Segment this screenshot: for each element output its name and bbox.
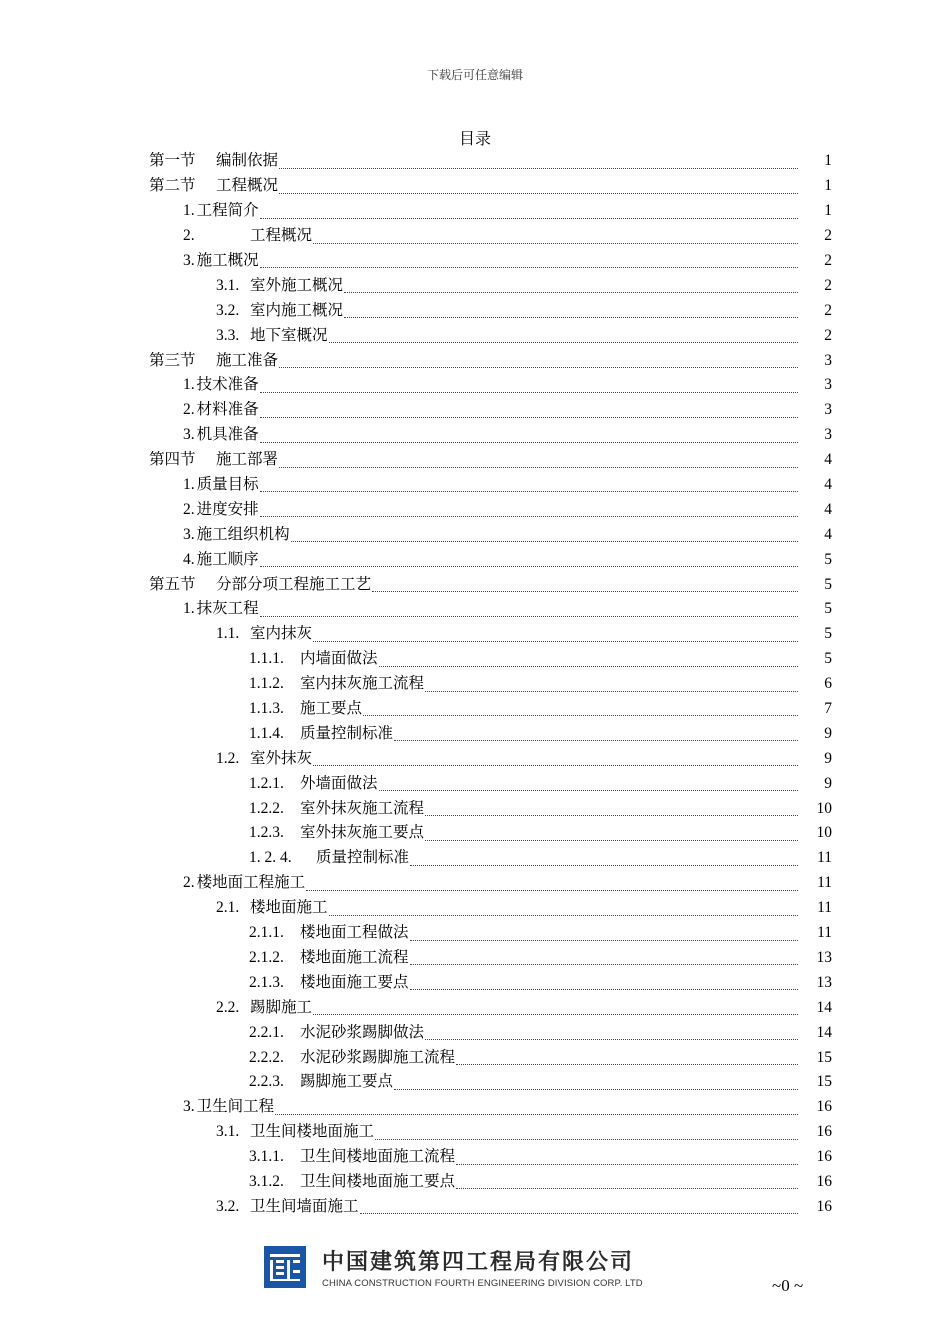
dot-leader [275, 1113, 798, 1115]
toc-entry[interactable] [149, 448, 832, 473]
toc-entry-page: 2 [824, 326, 832, 344]
toc-entry-title: 进度安排 [196, 500, 259, 518]
toc-entry[interactable] [149, 547, 832, 572]
toc-entry-number: 第五节 [149, 575, 196, 593]
toc-entry-title: 材料准备 [196, 401, 259, 419]
dot-leader [260, 615, 798, 617]
dot-leader [360, 1212, 798, 1214]
toc-entry[interactable] [149, 921, 832, 946]
toc-entry[interactable] [149, 1095, 832, 1120]
toc-title: 目录 [458, 131, 491, 148]
dot-leader [425, 1038, 798, 1040]
toc-entry[interactable] [149, 149, 832, 174]
toc-entry-page: 14 [816, 998, 832, 1016]
toc-entry[interactable] [149, 746, 832, 771]
toc-entry[interactable] [149, 597, 832, 622]
header-note: 下载后可任意编辑 [426, 68, 523, 82]
toc-entry[interactable] [149, 249, 832, 274]
toc-entry-title: 卫生间楼地面施工流程 [300, 1148, 456, 1166]
toc-entry-page: 5 [824, 600, 832, 618]
toc-entry[interactable] [149, 572, 832, 597]
toc-entry-title: 楼地面工程做法 [300, 924, 409, 942]
toc-entry-page: 4 [824, 476, 832, 494]
dot-leader [425, 690, 798, 692]
toc-entry-number: 1.1.1. [249, 650, 284, 668]
dot-leader [260, 416, 798, 418]
dot-leader [394, 1088, 798, 1090]
dot-leader [329, 341, 798, 343]
dot-leader [375, 1138, 798, 1140]
toc-entry-number: 1.1.3. [249, 700, 284, 718]
toc-entry-number: 第二节 [149, 177, 196, 195]
dot-leader [313, 242, 798, 244]
dot-leader [379, 665, 798, 667]
toc-entry-page: 2 [824, 276, 832, 294]
toc-entry-page: 11 [817, 924, 832, 942]
toc-entry-page: 7 [824, 700, 832, 718]
toc-entry-number: 1.2.3. [249, 824, 284, 842]
dot-leader [456, 1187, 798, 1189]
toc-entry-title: 工程概况 [216, 177, 279, 195]
toc-entry-title: 技术准备 [196, 376, 259, 394]
toc-entry-title: 外墙面做法 [300, 774, 378, 792]
toc-entry-number: 2. [183, 500, 195, 518]
toc-entry-page: 4 [824, 525, 832, 543]
table-of-contents [149, 149, 832, 1219]
toc-entry-page: 9 [824, 774, 832, 792]
toc-entry-title: 卫生间墙面施工 [250, 1197, 359, 1215]
toc-entry[interactable] [149, 174, 832, 199]
toc-entry-number: 3. [183, 252, 195, 269]
toc-entry-title: 室外抹灰 [250, 749, 313, 767]
dot-leader [329, 914, 798, 916]
toc-entry[interactable] [149, 846, 832, 871]
dot-leader [306, 889, 798, 891]
toc-entry-page: 9 [824, 724, 832, 742]
dot-leader [279, 366, 798, 368]
toc-entry-number: 3.1. [216, 1123, 240, 1141]
toc-entry-number: 2.1.3. [249, 973, 284, 991]
toc-entry-number: 2.2.3. [249, 1073, 284, 1091]
toc-entry-number: 1.1.4. [249, 724, 284, 742]
toc-entry-number: 第一节 [149, 152, 196, 170]
toc-entry-number: 1. 2. 4. [249, 849, 292, 867]
dot-leader [363, 714, 798, 716]
page-number: ~0 ~ [772, 1276, 804, 1295]
toc-entry[interactable] [149, 622, 832, 647]
toc-entry[interactable] [149, 1194, 832, 1219]
toc-entry-title: 室内施工概况 [250, 301, 344, 319]
toc-entry-number: 2.1.2. [249, 948, 284, 966]
cscec-logo-icon [264, 1246, 306, 1288]
toc-entry-page: 5 [824, 650, 832, 668]
toc-entry-page: 3 [824, 426, 832, 444]
toc-entry-page: 10 [816, 824, 832, 842]
dot-leader [279, 167, 798, 169]
toc-entry[interactable] [149, 970, 832, 995]
toc-entry-title: 质量目标 [196, 476, 259, 494]
toc-entry-number: 1.2.2. [249, 799, 284, 817]
toc-entry-number: 2.2.1. [249, 1023, 284, 1041]
toc-entry-number: 1.2. [216, 749, 240, 767]
toc-entry[interactable] [149, 1020, 832, 1045]
toc-entry-page: 11 [817, 899, 832, 917]
toc-entry-page: 16 [816, 1123, 832, 1141]
toc-entry[interactable] [149, 1070, 832, 1095]
dot-leader [379, 789, 798, 791]
toc-entry-number: 3. [183, 1098, 195, 1116]
toc-entry-page: 15 [816, 1048, 832, 1066]
toc-entry[interactable] [149, 224, 832, 249]
toc-entry-number: 2.1.1. [249, 924, 284, 942]
toc-entry-number: 3. [183, 525, 195, 543]
toc-entry-title: 楼地面施工要点 [300, 973, 409, 991]
toc-entry[interactable] [149, 672, 832, 697]
company-name-cn: 中国建筑第四工程局有限公司 [322, 1250, 635, 1275]
toc-entry-number: 1.2.1. [249, 774, 284, 792]
toc-entry-number: 3.2. [216, 301, 240, 319]
toc-entry-page: 1 [824, 202, 832, 220]
toc-entry-title: 施工要点 [300, 700, 363, 718]
toc-entry-page: 13 [816, 973, 832, 991]
toc-entry[interactable] [149, 1170, 832, 1195]
toc-entry-number: 第三节 [149, 351, 196, 369]
toc-entry-title: 室内抹灰 [250, 625, 313, 643]
dot-leader [425, 839, 798, 841]
toc-entry-title: 楼地面施工流程 [300, 948, 409, 966]
dot-leader [313, 1013, 798, 1015]
toc-entry-title: 楼地面工程施工 [196, 874, 306, 892]
toc-entry-page: 2 [824, 301, 832, 319]
toc-entry-title: 卫生间楼地面施工要点 [300, 1172, 456, 1190]
toc-entry-page: 3 [824, 351, 832, 369]
toc-entry-page: 10 [816, 799, 832, 817]
toc-entry[interactable] [149, 1145, 832, 1170]
toc-entry-number: 2. [183, 874, 195, 892]
toc-entry-number: 2.2. [216, 998, 240, 1016]
toc-entry-title: 内墙面做法 [300, 650, 378, 668]
dot-leader [291, 540, 798, 542]
dot-leader [394, 739, 798, 741]
toc-entry-title: 施工顺序 [196, 550, 259, 568]
toc-entry-title: 分部分项工程施工工艺 [216, 575, 372, 593]
toc-entry-title: 施工部署 [216, 451, 279, 469]
dot-leader [260, 490, 798, 492]
dot-leader [260, 266, 798, 268]
toc-entry[interactable] [149, 871, 832, 896]
toc-entry-title: 质量控制标准 [316, 849, 410, 867]
toc-entry-title: 编制依据 [216, 152, 279, 170]
toc-entry-page: 4 [824, 451, 832, 469]
toc-entry-number: 1. [183, 476, 195, 494]
dot-leader [410, 963, 798, 965]
toc-entry-title: 地下室概况 [250, 326, 328, 344]
toc-entry-page: 16 [816, 1172, 832, 1190]
toc-entry-page: 2 [824, 252, 832, 269]
toc-entry-title: 楼地面施工 [250, 899, 328, 917]
toc-entry[interactable] [149, 199, 832, 224]
toc-entry-page: 4 [824, 500, 832, 518]
dot-leader [260, 391, 798, 393]
dot-leader [313, 640, 798, 642]
toc-entry-page: 6 [824, 675, 832, 693]
toc-entry[interactable] [149, 647, 832, 672]
toc-entry[interactable] [149, 423, 832, 448]
toc-entry-page: 11 [817, 849, 832, 867]
company-name-en: CHINA CONSTRUCTION FOURTH ENGINEERING DIVISION CORP. LTD [322, 1278, 643, 1289]
toc-entry-page: 1 [824, 177, 832, 195]
toc-entry-number: 3.1.1. [249, 1148, 284, 1166]
dot-leader [260, 441, 798, 443]
toc-entry-number: 第四节 [149, 451, 196, 469]
toc-entry-title: 卫生间工程 [196, 1098, 275, 1116]
toc-entry-number: 1.1.2. [249, 675, 284, 693]
toc-entry-page: 16 [816, 1197, 832, 1215]
toc-entry-title: 工程简介 [196, 202, 259, 220]
toc-entry[interactable] [149, 273, 832, 298]
toc-entry-page: 5 [824, 625, 832, 643]
dot-leader [260, 217, 798, 219]
toc-entry[interactable] [149, 348, 832, 373]
toc-entry-title: 踢脚施工 [250, 998, 313, 1016]
toc-entry[interactable] [149, 373, 832, 398]
toc-entry-number: 3.2. [216, 1197, 240, 1215]
toc-entry-title: 室内抹灰施工流程 [300, 675, 425, 693]
dot-leader [260, 565, 798, 567]
toc-entry[interactable] [149, 1120, 832, 1145]
toc-entry-page: 5 [824, 550, 832, 568]
dot-leader [279, 192, 798, 194]
dot-leader [425, 814, 798, 816]
toc-entry-number: 1. [183, 600, 195, 618]
toc-entry-title: 水泥砂浆踢脚做法 [300, 1023, 425, 1041]
toc-entry[interactable] [149, 946, 832, 971]
toc-entry[interactable] [149, 771, 832, 796]
toc-entry[interactable] [149, 821, 832, 846]
toc-entry[interactable] [149, 398, 832, 423]
dot-leader [344, 291, 798, 293]
toc-entry-page: 2 [824, 227, 832, 245]
toc-entry[interactable] [149, 721, 832, 746]
toc-entry[interactable] [149, 896, 832, 921]
dot-leader [456, 1163, 798, 1165]
toc-entry-number: 2.1. [216, 899, 240, 917]
dot-leader [410, 939, 798, 941]
toc-entry-page: 5 [824, 575, 832, 593]
toc-entry-title: 室外抹灰施工要点 [300, 824, 425, 842]
toc-entry-title: 施工概况 [196, 252, 259, 269]
toc-entry-title: 工程概况 [250, 227, 313, 245]
toc-entry-number: 3.1.2. [249, 1172, 284, 1190]
toc-entry-number: 3. [183, 426, 195, 444]
toc-entry-page: 1 [824, 152, 832, 170]
toc-entry-title: 机具准备 [196, 426, 259, 444]
toc-entry[interactable] [149, 473, 832, 498]
toc-entry[interactable] [149, 323, 832, 348]
toc-entry[interactable] [149, 697, 832, 722]
toc-entry-number: 1. [183, 376, 195, 394]
toc-entry-number: 3.1. [216, 276, 240, 294]
toc-entry-page: 13 [816, 948, 832, 966]
toc-entry-page: 3 [824, 376, 832, 394]
toc-entry-page: 16 [816, 1148, 832, 1166]
dot-leader [344, 316, 798, 318]
toc-entry-title: 抹灰工程 [196, 600, 259, 618]
toc-entry-title: 踢脚施工要点 [300, 1073, 394, 1091]
toc-entry-title: 施工组织机构 [196, 525, 290, 543]
toc-entry-page: 15 [816, 1073, 832, 1091]
toc-entry-number: 2. [183, 227, 195, 245]
toc-entry[interactable] [149, 497, 832, 522]
dot-leader [410, 864, 798, 866]
toc-entry-page: 11 [817, 874, 832, 892]
dot-leader [410, 988, 798, 990]
dot-leader [313, 764, 798, 766]
dot-leader [456, 1063, 798, 1065]
toc-entry-number: 1.1. [216, 625, 240, 643]
company-logo [264, 1245, 643, 1289]
toc-entry-number: 1. [183, 202, 195, 220]
toc-entry[interactable] [149, 522, 832, 547]
toc-entry-number: 4. [183, 550, 195, 568]
toc-entry-title: 室外抹灰施工流程 [300, 799, 425, 817]
toc-entry-title: 质量控制标准 [300, 724, 394, 742]
toc-entry[interactable] [149, 995, 832, 1020]
dot-leader [372, 590, 798, 592]
toc-entry[interactable] [149, 298, 832, 323]
toc-entry-number: 2.2.2. [249, 1048, 284, 1066]
toc-entry-page: 3 [824, 401, 832, 419]
dot-leader [279, 466, 798, 468]
toc-entry-number: 2. [183, 401, 195, 419]
toc-entry[interactable] [149, 1045, 832, 1070]
toc-entry-page: 16 [816, 1098, 832, 1116]
dot-leader [260, 515, 798, 517]
toc-entry-page: 9 [824, 749, 832, 767]
toc-entry-page: 14 [816, 1023, 832, 1041]
toc-entry-title: 卫生间楼地面施工 [250, 1123, 375, 1141]
toc-entry[interactable] [149, 796, 832, 821]
toc-entry-title: 室外施工概况 [250, 276, 344, 294]
toc-entry-title: 水泥砂浆踢脚施工流程 [300, 1048, 456, 1066]
toc-entry-number: 3.3. [216, 326, 240, 344]
toc-entry-title: 施工准备 [216, 351, 279, 369]
